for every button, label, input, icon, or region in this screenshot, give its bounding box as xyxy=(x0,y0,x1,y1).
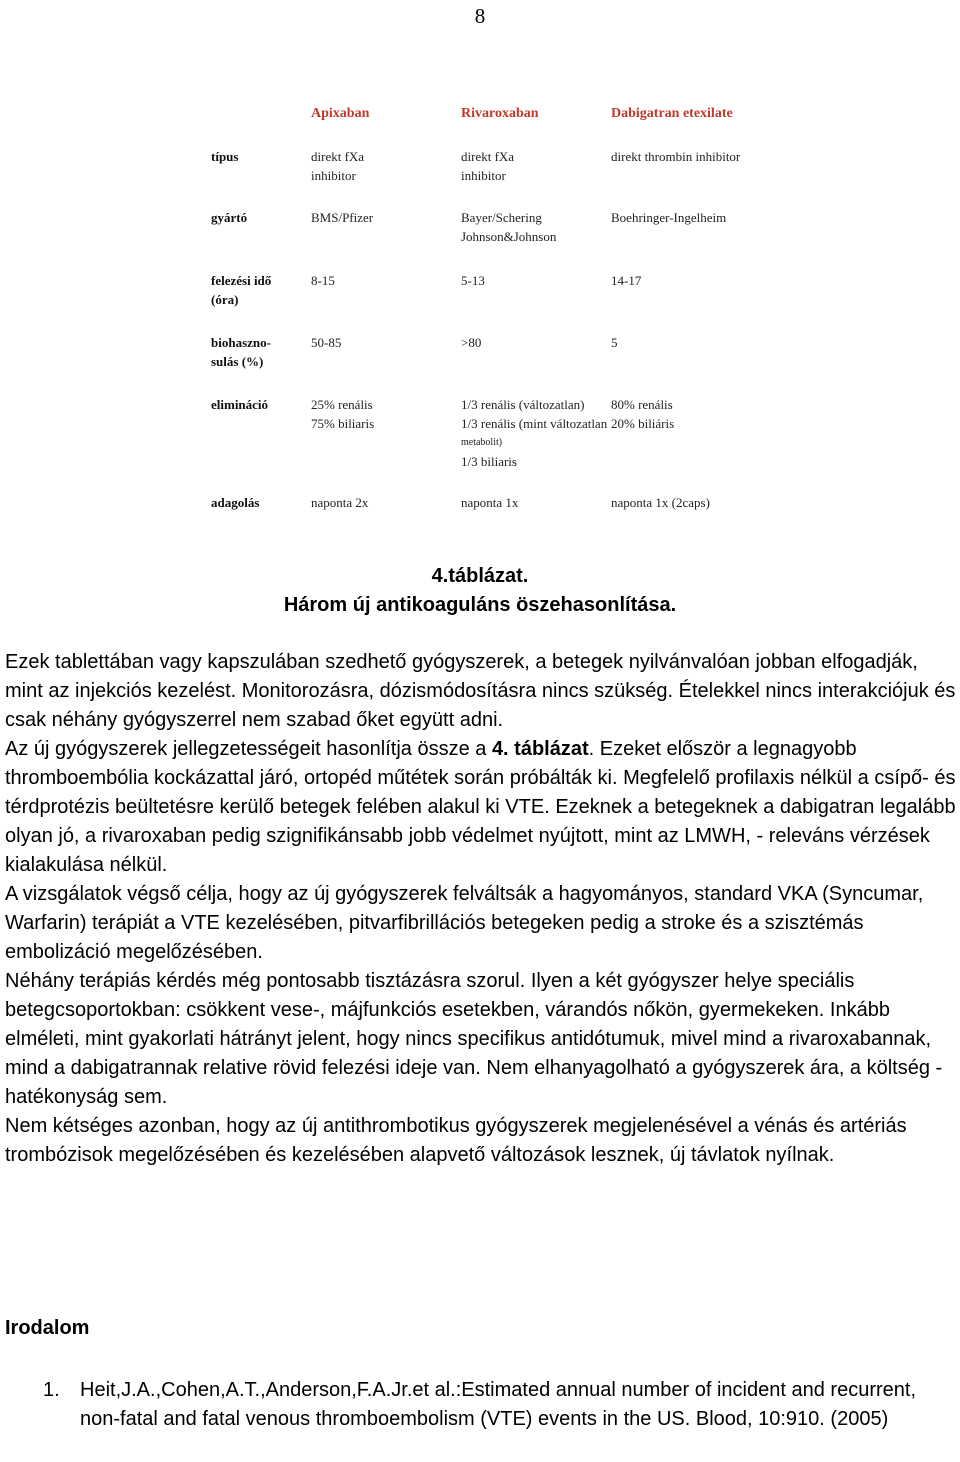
paragraph-3: A vizsgálatok végső célja, hogy az új gyógyszerek felváltsák a hagyományos, standard VKA (Syncumar, Warfarin) terápiát a VTE kezelésében, pitvarfibrillációs betegeken pedig a stroke és a szisztémás embolizáció megelőzésében. xyxy=(5,883,924,963)
table-cell: 14-17 xyxy=(611,273,642,288)
references-heading: Irodalom xyxy=(5,1317,90,1339)
table-row-label: gyártó xyxy=(211,210,248,225)
page-number: 8 xyxy=(474,4,486,28)
table-cell: 5-13 xyxy=(461,273,485,288)
table-cell: direkt thrombin inhibitor xyxy=(611,149,741,164)
table-row-label: sulás (%) xyxy=(211,354,264,369)
table-cell: 80% renális xyxy=(611,397,673,412)
table-header-cell: Rivaroxaban xyxy=(461,106,539,121)
table-cell: Johnson&Johnson xyxy=(461,229,557,244)
table-cell: 25% renális xyxy=(311,397,373,412)
table-cell: BMS/Pfizer xyxy=(311,210,374,225)
table-cell: 75% biliaris xyxy=(311,416,375,431)
table-cell: >80 xyxy=(461,335,482,350)
table-row-label: felezési idő xyxy=(211,273,272,288)
table-cell: naponta 1x xyxy=(461,495,519,510)
paragraph-4: Néhány terápiás kérdés még pontosabb tisztázásra szorul. Ilyen a két gyógyszer helye speciális betegcsoportokban: csökkent vese-, májfunkciós esetekben, várandós nőkön, gyermekeken. Inkább elméleti, mint gyakorlati hátrányt jelent, hogy nincs specifikus antidótumuk, mivel mind a rivaroxabannak, mind a dabigatrannak relative rövid felezési ideje van. Nem elhanyagolható a gyógyszerek ára, a költség - hatékonyság sem. xyxy=(5,970,943,1108)
table-cell: 8-15 xyxy=(311,273,335,288)
table-cell: 1/3 biliaris xyxy=(461,454,517,469)
table-cell: naponta 2x xyxy=(311,495,369,510)
table-cell: inhibitor xyxy=(461,168,506,183)
table-row-label: (óra) xyxy=(211,292,239,307)
body-text xyxy=(5,648,960,1170)
table-row-label: típus xyxy=(211,149,239,164)
table-header-cell: Apixaban xyxy=(311,106,370,121)
table-row-label: biohaszno- xyxy=(211,335,271,350)
table-cell: Bayer/Schering xyxy=(461,210,542,225)
reference-number: 1. xyxy=(43,1379,60,1401)
reference-text: Heit,J.A.,Cohen,A.T.,Anderson,F.A.Jr.et al.:Estimated annual number of incident and recurrent, non-fatal and fatal venous thromboembolism (VTE) events in the US. Blood, 10:910. (2005) xyxy=(80,1379,916,1430)
references-list xyxy=(5,1376,935,1434)
table-cell: 1/3 renális (mint változatlan xyxy=(461,416,608,431)
table-header-cell: Dabigatran etexilate xyxy=(611,106,733,121)
table-cell: direkt fXa xyxy=(311,149,365,164)
paragraph-2-start: Az új gyógyszerek jellegzetességeit hasonlítja össze a xyxy=(5,738,492,760)
paragraph-2-rest: . Ezeket először a legnagyobb thromboembólia kockázattal járó, ortopéd műtétek során próbálták ki. Megfelelő profilaxis nélkül a csípő- és térdprotézis beültetésre kerülő betegek felében alakul ki VTE. Ezeknek a betegeknek a dabigatran legalább olyan jó, a rivaroxaban pedig szignifikánsabb jobb védelmet nyújtott, mint az LMWH, - releváns vérzések kialakulása nélkül. xyxy=(5,738,956,876)
caption-title: Három új antikoaguláns öszehasonlítása. xyxy=(283,594,677,616)
table-cell: inhibitor xyxy=(311,168,356,183)
paragraph-5: Nem kétséges azonban, hogy az új antithrombotikus gyógyszerek megjelenésével a vénás és artériás trombózisok megelőzésében és kezelésében alapvető változások lesznek, új távlatok nyílnak. xyxy=(5,1115,907,1166)
table-cell: 50-85 xyxy=(311,335,342,350)
table-cell: 5 xyxy=(611,335,618,350)
table-cell: 20% biliáris xyxy=(611,416,675,431)
comparison-table-figure xyxy=(159,82,801,540)
paragraph-2 xyxy=(5,735,960,880)
table-cell: 1/3 renális (változatlan) xyxy=(461,397,585,412)
table-cell: direkt fXa xyxy=(461,149,515,164)
table-reference: 4. táblázat xyxy=(491,738,589,760)
table-row-label: adagolás xyxy=(211,495,260,510)
caption-number: 4.táblázat. xyxy=(431,565,529,587)
table-cell: naponta 1x (2caps) xyxy=(611,495,710,510)
table-row-label: elimináció xyxy=(211,397,269,412)
table-cell: metabolit) xyxy=(461,437,503,448)
table-caption xyxy=(0,562,960,620)
reference-item xyxy=(5,1376,935,1434)
paragraph-1: Ezek tablettában vagy kapszulában szedhető gyógyszerek, a betegek nyilvánvalóan jobban elfogadják, mint az injekciós kezelést. Monitorozásra, dózismódosításra nincs szükség. Ételekkel nincs interakciójuk és csak néhány gyógyszerrel nem szabad őket együtt adni. xyxy=(5,651,956,731)
table-cell: Boehringer-Ingelheim xyxy=(611,210,727,225)
